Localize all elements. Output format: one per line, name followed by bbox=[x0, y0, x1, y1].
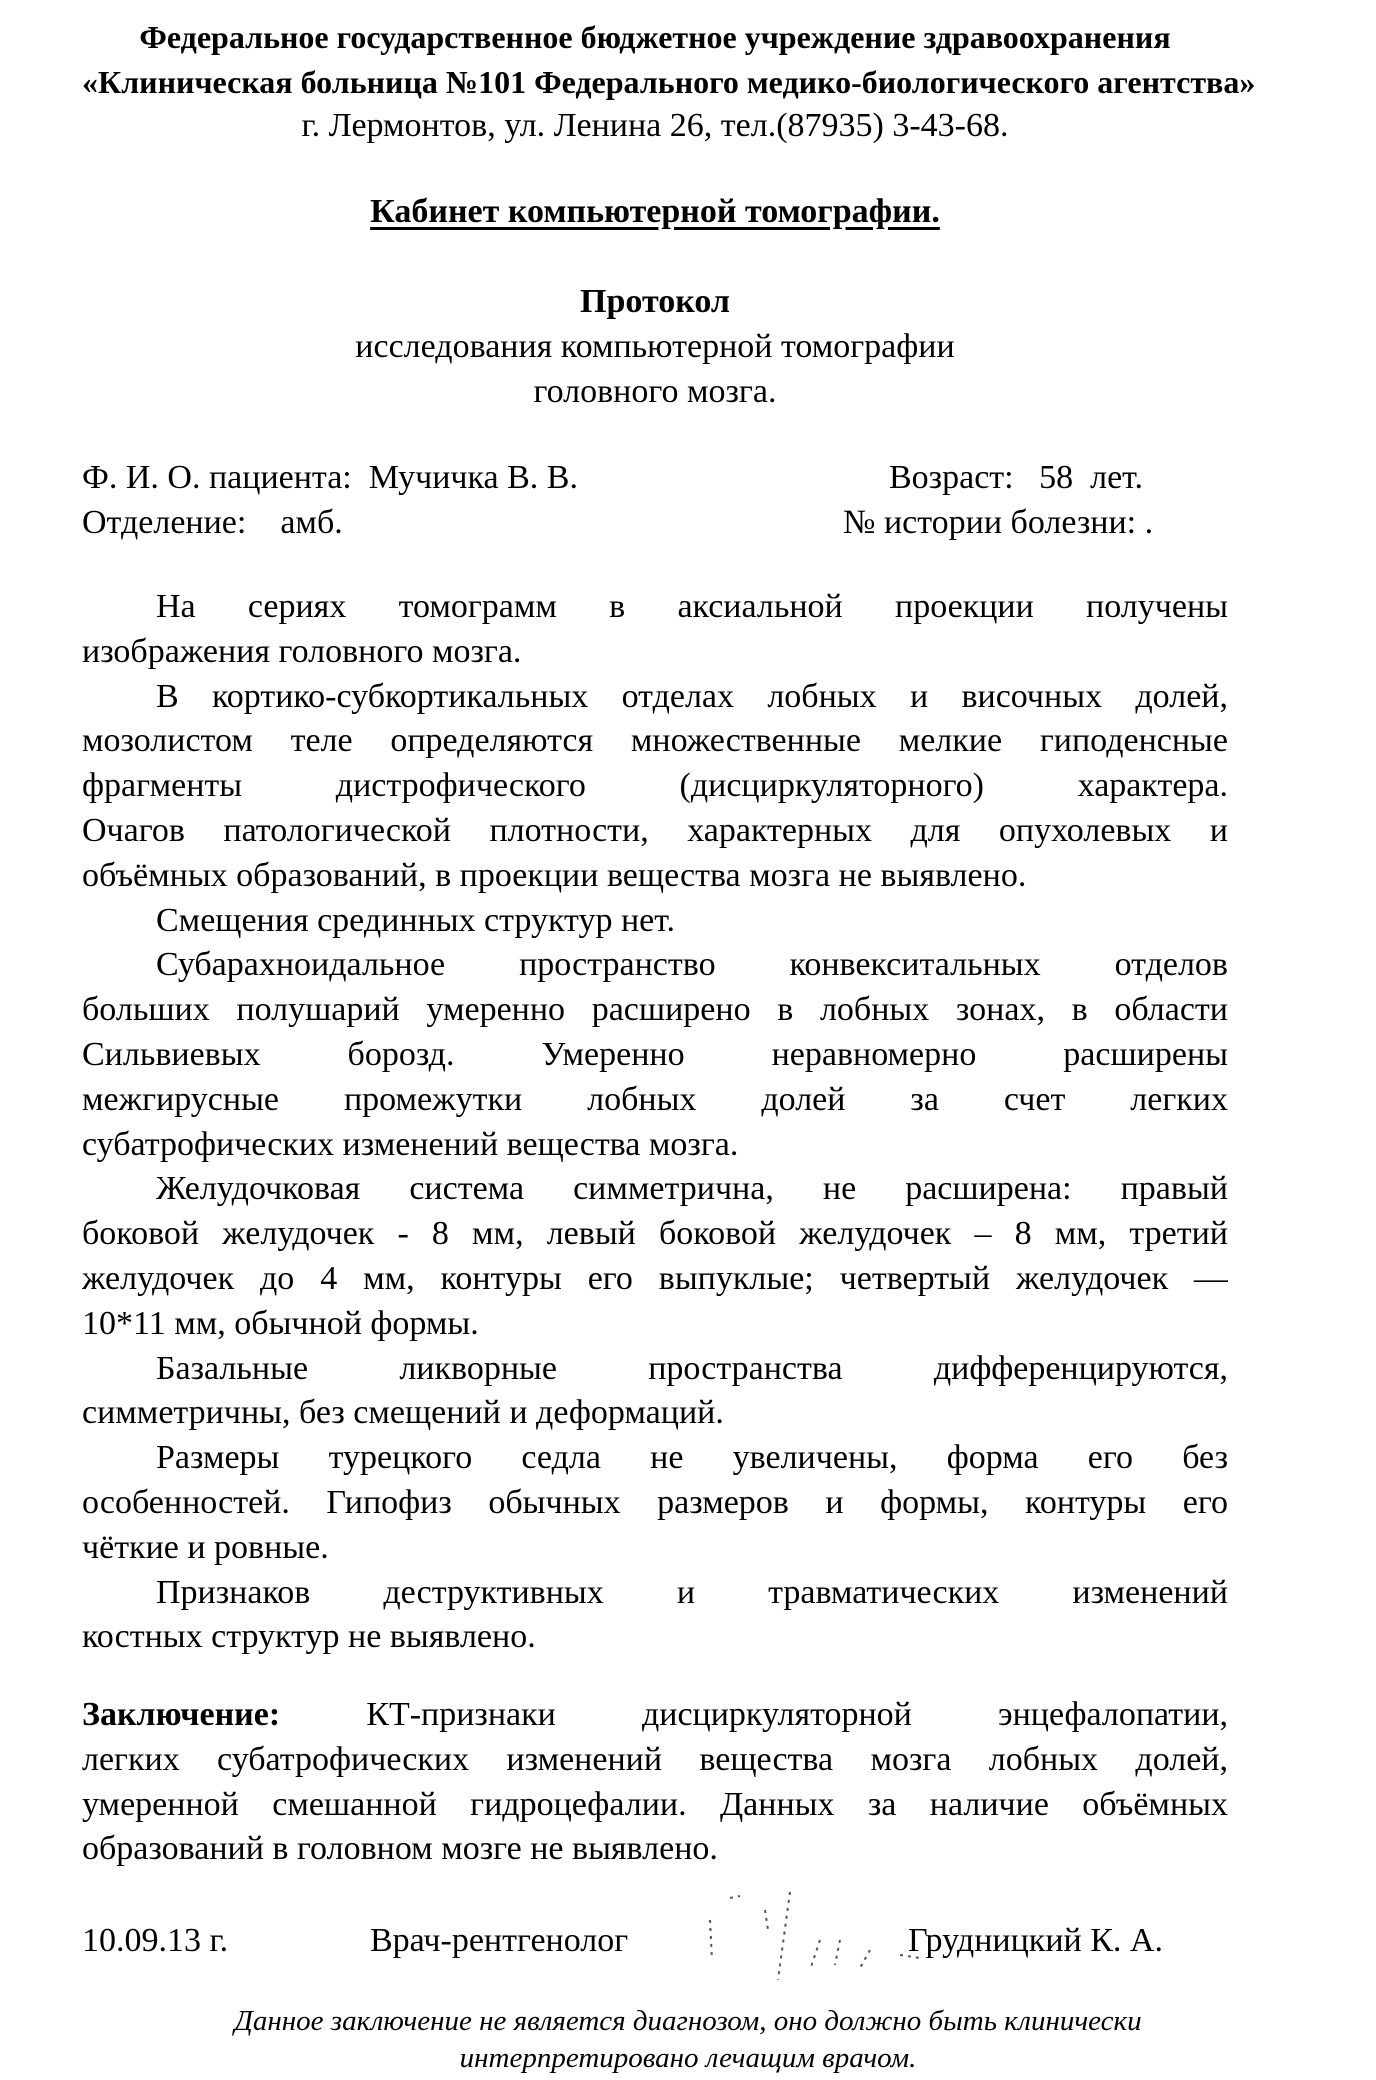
paragraph-line: Желудочковая система симметрична, не расширена: правый bbox=[156, 1170, 1228, 1208]
paragraph-line: Субарахноидальное пространство конвекситальных отделов bbox=[156, 946, 1228, 984]
protocol-heading: Протокол bbox=[580, 283, 730, 320]
institution-header bbox=[82, 15, 1256, 149]
conclusion-line: образований в головном мозге не выявлено. bbox=[82, 1830, 718, 1868]
paragraph-line: боковой желудочек - 8 мм, левый боковой желудочек – 8 мм, третий bbox=[82, 1215, 1228, 1253]
department-label: Отделение: bbox=[82, 504, 247, 541]
paragraph-line: желудочек до 4 мм, контуры его выпуклые; четвертый желудочек — bbox=[82, 1259, 1228, 1297]
paragraph-line: 10*11 мм, обычной формы. bbox=[82, 1304, 479, 1342]
findings-paragraph bbox=[82, 585, 1228, 675]
paragraph-line: фрагменты дистрофического (дисциркуляторного) характера. bbox=[82, 767, 1228, 805]
paragraph-line: изображения головного мозга. bbox=[82, 632, 522, 670]
findings-paragraph bbox=[82, 675, 1228, 899]
conclusion-line: легких субатрофических изменений вещества мозга лобных долей, bbox=[82, 1740, 1228, 1778]
paragraph-line: мозолистом теле определяются множественные мелкие гиподенсные bbox=[82, 722, 1228, 760]
paragraph-line: Размеры турецкого седла не увеличены, форма его без bbox=[156, 1439, 1228, 1477]
protocol-subtitle-2: головного мозга. bbox=[533, 372, 777, 410]
protocol-subtitle-1: исследования компьютерной томографии bbox=[355, 327, 955, 365]
header-line-2: «Клиническая больница №101 Федерального медико-биологического агентства» bbox=[82, 63, 1256, 100]
paragraph-line: больших полушарий умеренно расширено в лобных зонах, в области bbox=[82, 991, 1228, 1029]
paragraph-line: межгирусные промежутки лобных долей за счет легких bbox=[82, 1080, 1228, 1118]
paragraph-line: Сильвиевых борозд. Умеренно неравномерно расширены bbox=[82, 1035, 1228, 1073]
findings-body bbox=[82, 585, 1228, 1660]
patient-name-label: Ф. И. О. пациента: bbox=[82, 459, 352, 496]
doctor-name: Грудницкий К. А. bbox=[908, 1922, 1163, 1959]
protocol-title bbox=[82, 280, 1228, 414]
age-value: 58 bbox=[1039, 459, 1074, 496]
paragraph-line: объёмных образований, в проекции вещества мозга не выявлено. bbox=[82, 856, 1027, 894]
paragraph-line: особенностей. Гипофиз обычных размеров и формы, контуры его bbox=[82, 1483, 1228, 1521]
conclusion-text: КТ-признаки дисциркуляторной энцефалопатии, bbox=[366, 1696, 1228, 1733]
paragraph-line: Очагов патологической плотности, характерных для опухолевых и bbox=[82, 811, 1228, 849]
paragraph-line: В кортико-субкортикальных отделах лобных и височных долей, bbox=[156, 677, 1228, 715]
history-label: № истории болезни: . bbox=[843, 504, 1154, 541]
header-line-1: Федеральное государственное бюджетное учреждение здравоохранения bbox=[139, 19, 1171, 55]
findings-paragraph bbox=[82, 1167, 1228, 1346]
findings-paragraph bbox=[82, 899, 1228, 944]
report-date: 10.09.13 г. bbox=[82, 1922, 229, 1959]
findings-paragraph bbox=[82, 1436, 1228, 1570]
paragraph-line: субатрофических изменений вещества мозга. bbox=[82, 1125, 739, 1163]
paragraph-line: Базальные ликворные пространства дифференцируются, bbox=[156, 1349, 1228, 1387]
disclaimer-line-2: интерпретировано лечащим врачом. bbox=[459, 2042, 917, 2074]
paragraph-line: Смещения срединных структур нет. bbox=[156, 901, 676, 939]
department-title: Кабинет компьютерной томографии. bbox=[370, 193, 940, 230]
findings-paragraph bbox=[82, 1571, 1228, 1661]
patient-name-value: Мучичка В. В. bbox=[368, 459, 578, 496]
department-heading bbox=[82, 190, 1228, 235]
conclusion-line bbox=[82, 1693, 1228, 1738]
conclusion-line: умеренной смешанной гидроцефалии. Данных за наличие объёмных bbox=[82, 1785, 1228, 1823]
doctor-position: Врач-рентгенолог bbox=[370, 1922, 629, 1959]
header-address: г. Лермонтов, ул. Ленина 26, тел.(87935) 3-43-68. bbox=[301, 107, 1009, 144]
conclusion bbox=[82, 1693, 1228, 1872]
paragraph-line: На серияx томограмм в аксиальной проекции получены bbox=[156, 588, 1228, 625]
department-value: амб. bbox=[280, 504, 343, 541]
age-label: Возраст: bbox=[889, 459, 1014, 496]
paragraph-line: костных структур не выявлено. bbox=[82, 1618, 536, 1656]
findings-paragraph bbox=[82, 1347, 1228, 1437]
paragraph-line: Признаков деструктивных и травматических изменений bbox=[156, 1573, 1228, 1611]
disclaimer-line-1: Данное заключение не является диагнозом, оно должно быть клинически bbox=[234, 2005, 1142, 2037]
paragraph-line: чёткие и ровные. bbox=[82, 1528, 329, 1566]
findings-paragraph bbox=[82, 943, 1228, 1167]
paragraph-line: симметричны, без смещений и деформаций. bbox=[82, 1394, 724, 1432]
age-unit: лет. bbox=[1090, 459, 1143, 496]
conclusion-label: Заключение: bbox=[82, 1696, 281, 1733]
